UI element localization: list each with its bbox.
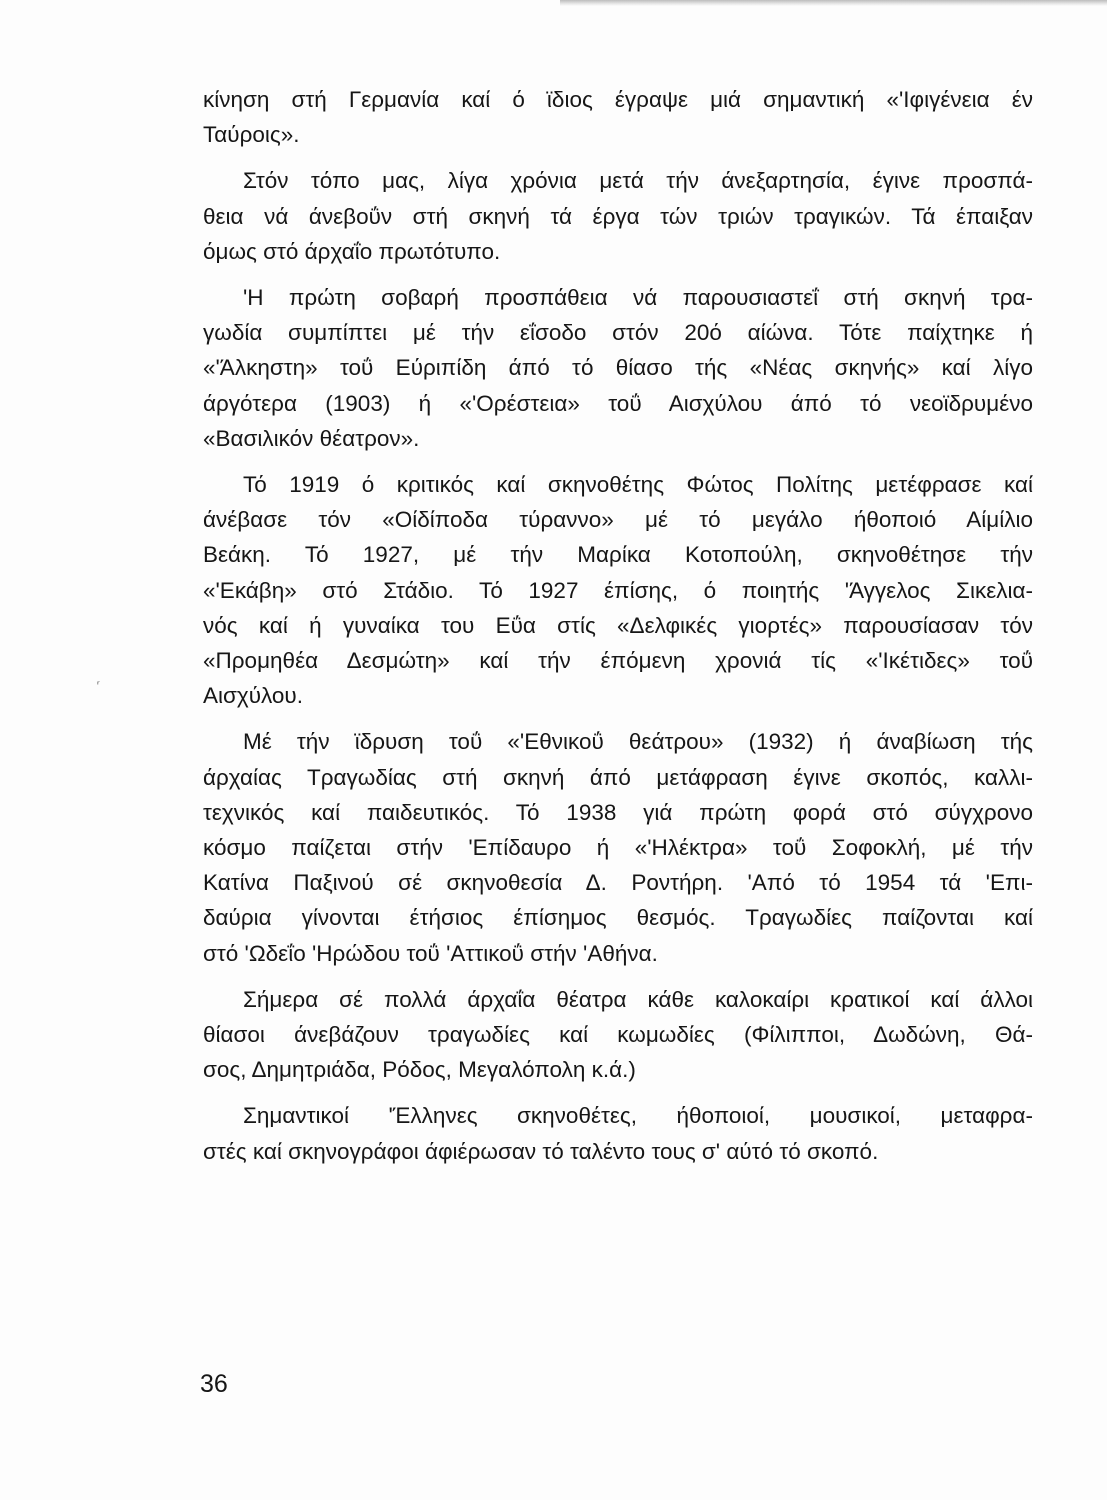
text-line: στό 'Ωδεΐο 'Ηρώδου τοΰ 'Αττικοΰ στήν 'Αθήνα. bbox=[203, 940, 658, 966]
paragraph-5 bbox=[203, 724, 1033, 970]
text-line: «Προμηθέα Δεσμώτη» καί τήν έπόμενη χρονιά τίς «'Ικέτιδες» τοΰ bbox=[203, 648, 1033, 674]
paragraph-2 bbox=[203, 163, 1033, 269]
text-line: νός καί ή γυναίκα του Εΰα στίς «Δελφικές γιορτές» παρουσίασαν τόν bbox=[203, 612, 1033, 638]
text-line: κίνηση στή Γερμανία καί ό ϊδιος έγραψε μιά σημαντική «'Ιφιγένεια έν bbox=[203, 87, 1033, 112]
text-line: όμως στό άρχαΐο πρωτότυπο. bbox=[203, 238, 501, 264]
text-line: Αισχύλου. bbox=[203, 683, 303, 709]
text-line: άρχαίας Τραγωδίας στή σκηνή άπό μετάφραση έγινε σκοπός, καλλι- bbox=[203, 764, 1033, 790]
text-line: θεια νά άνεβοΰν στή σκηνή τά έργα τών τριών τραγικών. Τά έπαιξαν bbox=[203, 203, 1033, 229]
text-line: «Βασιλικόν θέατρον». bbox=[203, 425, 420, 451]
text-line: «'Εκάβη» στό Στάδιο. Τό 1927 έπίσης, ό ποιητής 'Άγγελος Σικελια- bbox=[203, 577, 1033, 603]
text-line: 'Η πρώτη σοβαρή προσπάθεια νά παρουσιαστεΐ στή σκηνή τρα- bbox=[243, 285, 1033, 311]
text-line: Σήμερα σέ πολλά άρχαΐα θέατρα κάθε καλοκαίρι κρατικοί καί άλλοι bbox=[243, 986, 1033, 1012]
text-line: Κατίνα Παξινού σέ σκηνοθεσία Δ. Ροντήρη. 'Από τό 1954 τά 'Επι- bbox=[203, 870, 1033, 896]
text-line: Βεάκη. Τό 1927, μέ τήν Μαρίκα Κοτοπούλη, σκηνοθέτησε τήν bbox=[203, 542, 1033, 568]
paragraph-1 bbox=[203, 82, 1033, 152]
text-line: Ταύροις». bbox=[203, 122, 300, 148]
text-line: Σημαντικοί 'Έλληνες σκηνοθέτες, ήθοποιοί, μουσικοί, μεταφρα- bbox=[243, 1103, 1033, 1129]
paragraph-7 bbox=[203, 1098, 1033, 1168]
paragraph-3 bbox=[203, 280, 1033, 456]
paragraph-6 bbox=[203, 982, 1033, 1088]
text-line: τεχνικός καί παιδευτικός. Τό 1938 γιά πρώτη φορά στό σύγχρονο bbox=[203, 799, 1033, 825]
margin-mark: ʳ bbox=[97, 680, 100, 691]
text-line: Στόν τόπο μας, λίγα χρόνια μετά τήν άνεξαρτησία, έγινε προσπά- bbox=[243, 168, 1033, 194]
text-line: άργότερα (1903) ή «'Ορέστεια» τοΰ Αισχύλου άπό τό νεοϊδρυμένο bbox=[203, 390, 1033, 416]
text-line: άνέβασε τόν «Οίδίποδα τύραννο» μέ τό μεγάλο ήθοποιό Αίμίλιο bbox=[203, 507, 1033, 533]
body-text bbox=[203, 82, 1033, 1180]
text-line: κόσμο παίζεται στήν 'Επίδαυρο ή «'Ηλέκτρα» τοΰ Σοφοκλή, μέ τήν bbox=[203, 835, 1033, 861]
text-line: «'Άλκηστη» τοΰ Εύριπίδη άπό τό θίασο τής «Νέας σκηνής» καί λίγο bbox=[203, 355, 1033, 381]
text-line: θίασοι άνεβάζουν τραγωδίες καί κωμωδίες (Φίλιπποι, Δωδώνη, Θά- bbox=[203, 1022, 1033, 1048]
text-line: στές καί σκηνογράφοι άφιέρωσαν τό ταλέντο τους σ' αύτό τό σκοπό. bbox=[203, 1138, 879, 1164]
paragraph-4 bbox=[203, 467, 1033, 713]
text-line: Τό 1919 ό κριτικός καί σκηνοθέτης Φώτος Πολίτης μετέφρασε καί bbox=[243, 472, 1033, 498]
text-line: σος, Δημητριάδα, Ρόδος, Μεγαλόπολη κ.ά.) bbox=[203, 1057, 636, 1083]
page-number: 36 bbox=[200, 1370, 228, 1398]
scan-top-edge bbox=[560, 0, 1107, 6]
text-line: δαύρια γίνονται έτήσιος έπίσημος θεσμός. Τραγωδίες παίζονται καί bbox=[203, 905, 1033, 931]
text-line: Μέ τήν ϊδρυση τοΰ «'Εθνικοΰ θεάτρου» (1932) ή άναβίωση τής bbox=[243, 729, 1033, 755]
text-line: γωδία συμπίπτει μέ τήν εΐσοδο στόν 20ό αίώνα. Τότε παίχτηκε ή bbox=[203, 320, 1033, 346]
